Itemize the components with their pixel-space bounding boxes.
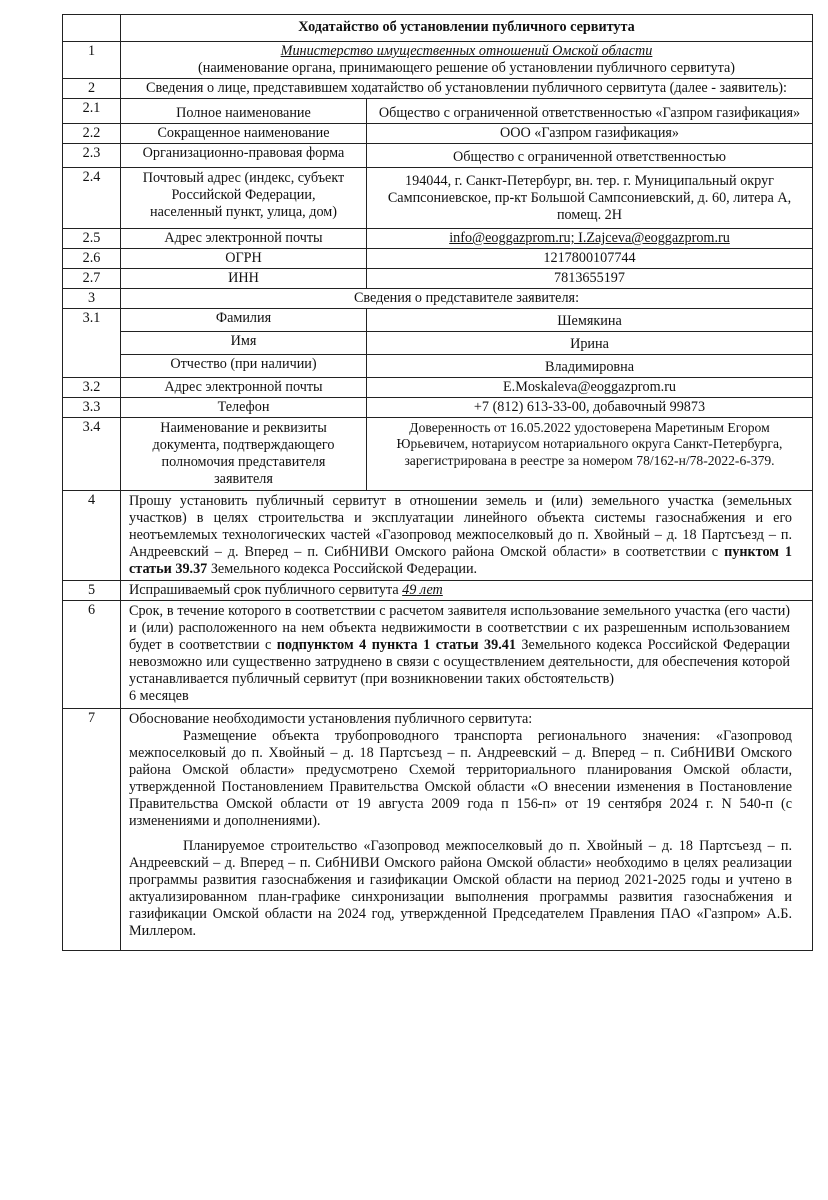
row-number: 5 [63, 581, 121, 601]
authority-note: (наименование органа, принимающего решение об установлении публичного сервитута) [198, 60, 735, 76]
row-number: 3.2 [63, 378, 121, 398]
row-number: 2.5 [63, 229, 121, 249]
row-number: 3.4 [63, 418, 121, 491]
row-2-6 [63, 249, 813, 269]
field-label: Сокращенное наименование [121, 124, 367, 144]
justification-paragraph-2: Планируемое строительство «Газопровод межпоселковый до п. Хвойный – д. 18 Партсъезд – п. Андреевский – д. Вперед – п. СибНИВИ Омского района Омской области» необходимо в целях реализации программы развития газоснабжения и газификации Омской области на период 2021-2025 годы и учтено в актуализированном план-графике синхронизации выполнения программы развития газоснабжения и газификации Омской области на 2024 год, утвержденной Председателем Правления ПАО «Газпром» А.Б. Миллером. [129, 838, 793, 939]
row-3-1-firstname [63, 332, 813, 355]
row-3-1-patronymic [63, 355, 813, 378]
row-number: 2.1 [63, 99, 121, 124]
document-title: Ходатайство об установлении публичного сервитута [121, 15, 813, 42]
authority-name: Министерство имущественных отношений Омской области [280, 43, 653, 59]
row-number: 2.6 [63, 249, 121, 269]
ogrn-value: 1217800107744 [367, 249, 813, 269]
row-number: 7 [63, 709, 121, 951]
row-2-7 [63, 269, 813, 289]
row-2-2 [63, 124, 813, 144]
field-label: Отчество (при наличии) [121, 355, 367, 378]
row-number: 3 [63, 289, 121, 309]
row-4 [63, 491, 813, 581]
row-2-4 [63, 168, 813, 229]
row-number: 2.7 [63, 269, 121, 289]
full-name-value: Общество с ограниченной ответственностью «Газпром газификация» [367, 99, 813, 124]
authority-document-value: Доверенность от 16.05.2022 удостоверена Маретиным Егором Юрьевичем, нотариусом нотариального округа Санкт-Петербурга, зарегистрирована в реестре за номером 78/162-н/78-2022-6-379. [367, 418, 813, 491]
field-label: Полное наименование [121, 99, 367, 124]
row-2-5 [63, 229, 813, 249]
row-6 [63, 601, 813, 709]
row-number: 4 [63, 491, 121, 581]
postal-address-value: 194044, г. Санкт-Петербург, вн. тер. г. Муниципальный округ Сампсониевское, пр-кт Большой Сампсониевский, д. 60, литера А, помещ. 2Н [367, 168, 813, 229]
row-number: 2.4 [63, 168, 121, 229]
email-value: info@eoggazprom.ru; I.Zajceva@eoggazprom.ru [367, 229, 813, 249]
row-number: 3.1 [63, 309, 121, 378]
row-3-1-lastname [63, 309, 813, 332]
applicant-heading: Сведения о лице, представившем ходатайство об установлении публичного сервитута (далее - заявитель): [121, 79, 813, 99]
row-number: 1 [63, 42, 121, 79]
row-3 [63, 289, 813, 309]
row-5 [63, 581, 813, 601]
petition-table [62, 14, 813, 951]
field-label: ОГРН [121, 249, 367, 269]
row-2-1 [63, 99, 813, 124]
rep-email-value: E.Moskaleva@eoggazprom.ru [367, 378, 813, 398]
servitude-term-text: Испрашиваемый срок публичного сервитута 49 лет [121, 581, 813, 601]
field-label: ИНН [121, 269, 367, 289]
row-number: 2.3 [63, 144, 121, 168]
short-name-value: ООО «Газпром газификация» [367, 124, 813, 144]
title-row [63, 15, 813, 42]
restriction-period-text: Срок, в течение которого в соответствии с расчетом заявителя использование земельного участка (его части) и (или) расположенного на нем объекта недвижимости в соответствии с их разрешенным использованием будет в соответствии с подпунктом 4 пункта 1 статьи 39.41 Земельного кодекса Российской Федерации невозможно или существенно затруднено в связи с осуществлением деятельности, для обеспечения которой устанавливается публичный сервитут (при возникновении таких обстоятельств) 6 месяцев [121, 601, 813, 709]
servitude-term-value: 49 [402, 582, 417, 598]
field-label: Имя [121, 332, 367, 355]
legal-form-value: Общество с ограниченной ответственностью [367, 144, 813, 168]
field-label: Фамилия [121, 309, 367, 332]
field-label: Наименование и реквизиты документа, подтверждающего полномочия представителя заявителя [121, 418, 367, 491]
row-number: 2.2 [63, 124, 121, 144]
restriction-period-value: 6 месяцев [129, 688, 189, 704]
inn-value: 7813655197 [367, 269, 813, 289]
request-text: Прошу установить публичный сервитут в отношении земель и (или) земельного участка (земельных участков) в целях строительства и эксплуатации линейного объекта системы газоснабжения и его неотъемлемых технологических частей «Газопровод межпоселковый до п. Хвойный – д. 18 Партсъезд – п. Андреевский – д. Вперед – п. СибНИВИ Омского района Омской области» в соответствии с пунктом 1 статьи 39.37 Земельного кодекса Российской Федерации. [121, 491, 813, 581]
justification-heading: Обоснование необходимости установления публичного сервитута: [129, 711, 533, 727]
field-label: Организационно-правовая форма [121, 144, 367, 168]
row-3-2 [63, 378, 813, 398]
row-number: 6 [63, 601, 121, 709]
phone-value: +7 (812) 613-33-00, добавочный 99873 [367, 398, 813, 418]
lastname-value: Шемякина [367, 309, 813, 332]
row-3-4 [63, 418, 813, 491]
firstname-value: Ирина [367, 332, 813, 355]
row-3-3 [63, 398, 813, 418]
row-2 [63, 79, 813, 99]
field-label: Адрес электронной почты [121, 378, 367, 398]
row-1 [63, 42, 813, 79]
row-7 [63, 709, 813, 951]
row-number: 3.3 [63, 398, 121, 418]
field-label: Адрес электронной почты [121, 229, 367, 249]
justification-paragraph-1: Размещение объекта трубопроводного транспорта регионального значения: «Газопровод межпоселковый до п. Хвойный – д. 18 Партсъезд – п. Андреевский – д. Вперед – п. СибНИВИ Омского района Омской области» предусмотрено Схемой территориального планирования Омской области, утвержденной Постановлением Правительства Омской области «О внесении изменения в Постановление Правительства Омской области от 19 августа 2009 года п 156-п» от 19 сентября 2024 г. N 540-п (с изменениями и дополнениями). [129, 728, 793, 829]
row-number: 2 [63, 79, 121, 99]
field-label: Почтовый адрес (индекс, субъект Российской Федерации, населенный пункт, улица, дом) [121, 168, 367, 229]
field-label: Телефон [121, 398, 367, 418]
patronymic-value: Владимировна [367, 355, 813, 378]
row-2-3 [63, 144, 813, 168]
representative-heading: Сведения о представителе заявителя: [121, 289, 813, 309]
